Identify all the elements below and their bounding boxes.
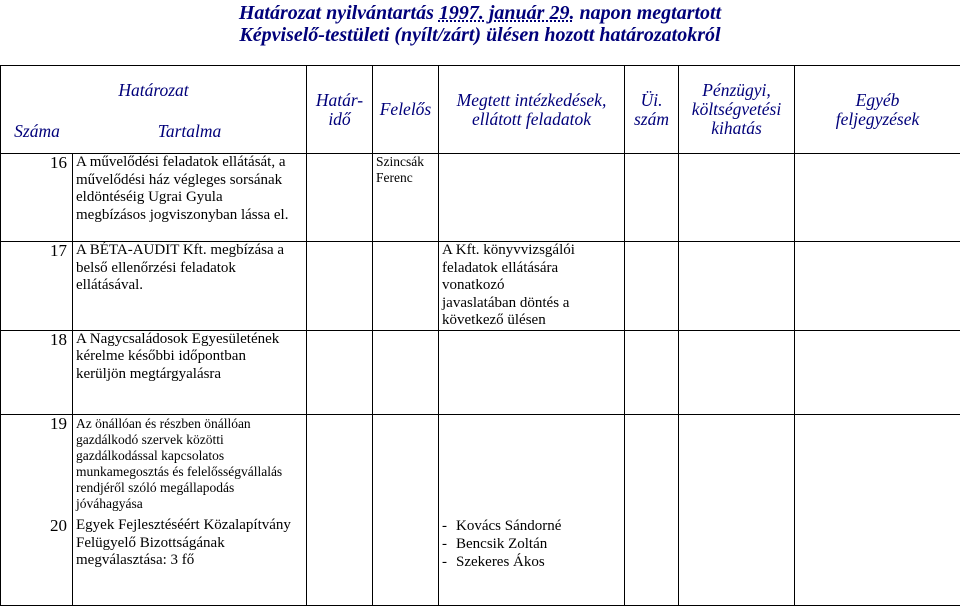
row-deadline bbox=[307, 242, 373, 331]
row-number: 20 bbox=[1, 517, 73, 605]
table-row bbox=[1, 330, 960, 414]
header-actions: Megtett intézkedések, ellátott feladatok bbox=[439, 66, 625, 154]
row-notes bbox=[795, 414, 960, 517]
list-item: - Kovács Sándorné bbox=[442, 517, 621, 535]
table-row bbox=[1, 517, 960, 605]
row-file-no bbox=[625, 414, 679, 517]
header-content: Tartalma bbox=[73, 122, 306, 141]
title-suffix: napon megtartott bbox=[579, 2, 721, 24]
committee-member-list bbox=[442, 517, 621, 571]
row-notes bbox=[795, 154, 960, 242]
row-content: A Nagycsaládosok Egyesületének kérelme későbbi időpontban kerüljön megtárgyalásra bbox=[73, 330, 307, 414]
row-content: Az önállóan és részben önállóan gazdálkodó szervek közötti gazdálkodással kapcsolatos munkamegosztás és felelősségvállalás rendjéről szóló megállapodás jóváhagyása bbox=[73, 414, 307, 517]
row-file-no bbox=[625, 517, 679, 605]
row-financial bbox=[679, 414, 795, 517]
register-subtitle: Képviselő-testületi (nyílt/zárt) ülésen hozott határozatokról bbox=[0, 24, 960, 46]
meeting-date: 1997. január 29. bbox=[439, 2, 575, 24]
row-content: A BÉTA-AUDIT Kft. megbízása a belső ellenőrzési feladatok ellátásával. bbox=[73, 242, 307, 331]
row-file-no bbox=[625, 154, 679, 242]
row-number: 19 bbox=[1, 414, 73, 517]
resolutions-table bbox=[0, 65, 960, 606]
row-financial bbox=[679, 330, 795, 414]
table-row bbox=[1, 154, 960, 242]
row-responsible bbox=[373, 330, 439, 414]
row-notes bbox=[795, 517, 960, 605]
list-item: - Bencsik Zoltán bbox=[442, 535, 621, 553]
header-number: Száma bbox=[1, 122, 73, 141]
row-responsible bbox=[373, 517, 439, 605]
row-number: 16 bbox=[1, 154, 73, 242]
header-responsible: Felelős bbox=[373, 66, 439, 154]
row-responsible bbox=[373, 242, 439, 331]
row-file-no bbox=[625, 330, 679, 414]
row-financial bbox=[679, 242, 795, 331]
header-financial: Pénzügyi, költségvetési kihatás bbox=[679, 66, 795, 154]
title-prefix: Határozat nyilvántartás bbox=[239, 2, 434, 24]
row-notes bbox=[795, 330, 960, 414]
header-deadline: Határ- idő bbox=[307, 66, 373, 154]
row-actions: A Kft. könyvvizsgálói feladatok ellátására vonatkozó javaslatában döntés a következő ülésen bbox=[439, 242, 625, 331]
header-notes: Egyéb feljegyzések bbox=[795, 66, 960, 154]
row-financial bbox=[679, 517, 795, 605]
row-deadline bbox=[307, 330, 373, 414]
row-notes bbox=[795, 242, 960, 331]
row-responsible: Szincsák Ferenc bbox=[373, 154, 439, 242]
header-resolution bbox=[1, 66, 307, 154]
row-deadline bbox=[307, 154, 373, 242]
row-file-no bbox=[625, 242, 679, 331]
table-row bbox=[1, 414, 960, 517]
row-actions bbox=[439, 154, 625, 242]
row-actions bbox=[439, 330, 625, 414]
row-number: 17 bbox=[1, 242, 73, 331]
row-actions bbox=[439, 517, 625, 605]
row-deadline bbox=[307, 517, 373, 605]
row-number: 18 bbox=[1, 330, 73, 414]
row-deadline bbox=[307, 414, 373, 517]
list-item: - Szekeres Ákos bbox=[442, 553, 621, 571]
row-actions bbox=[439, 414, 625, 517]
register-title bbox=[0, 2, 960, 24]
row-content: Egyek Fejlesztéséért Közalapítvány Felügyelő Bizottságának megválasztása: 3 fő bbox=[73, 517, 307, 605]
row-financial bbox=[679, 154, 795, 242]
header-file-no: Üi. szám bbox=[625, 66, 679, 154]
table-row bbox=[1, 242, 960, 331]
row-content: A művelődési feladatok ellátását, a művelődési ház végleges sorsának eldöntéséig Ugrai Gyula megbízásos jogviszonyban lássa el. bbox=[73, 154, 307, 242]
row-responsible bbox=[373, 414, 439, 517]
header-resolution-group: Határozat bbox=[1, 78, 306, 102]
